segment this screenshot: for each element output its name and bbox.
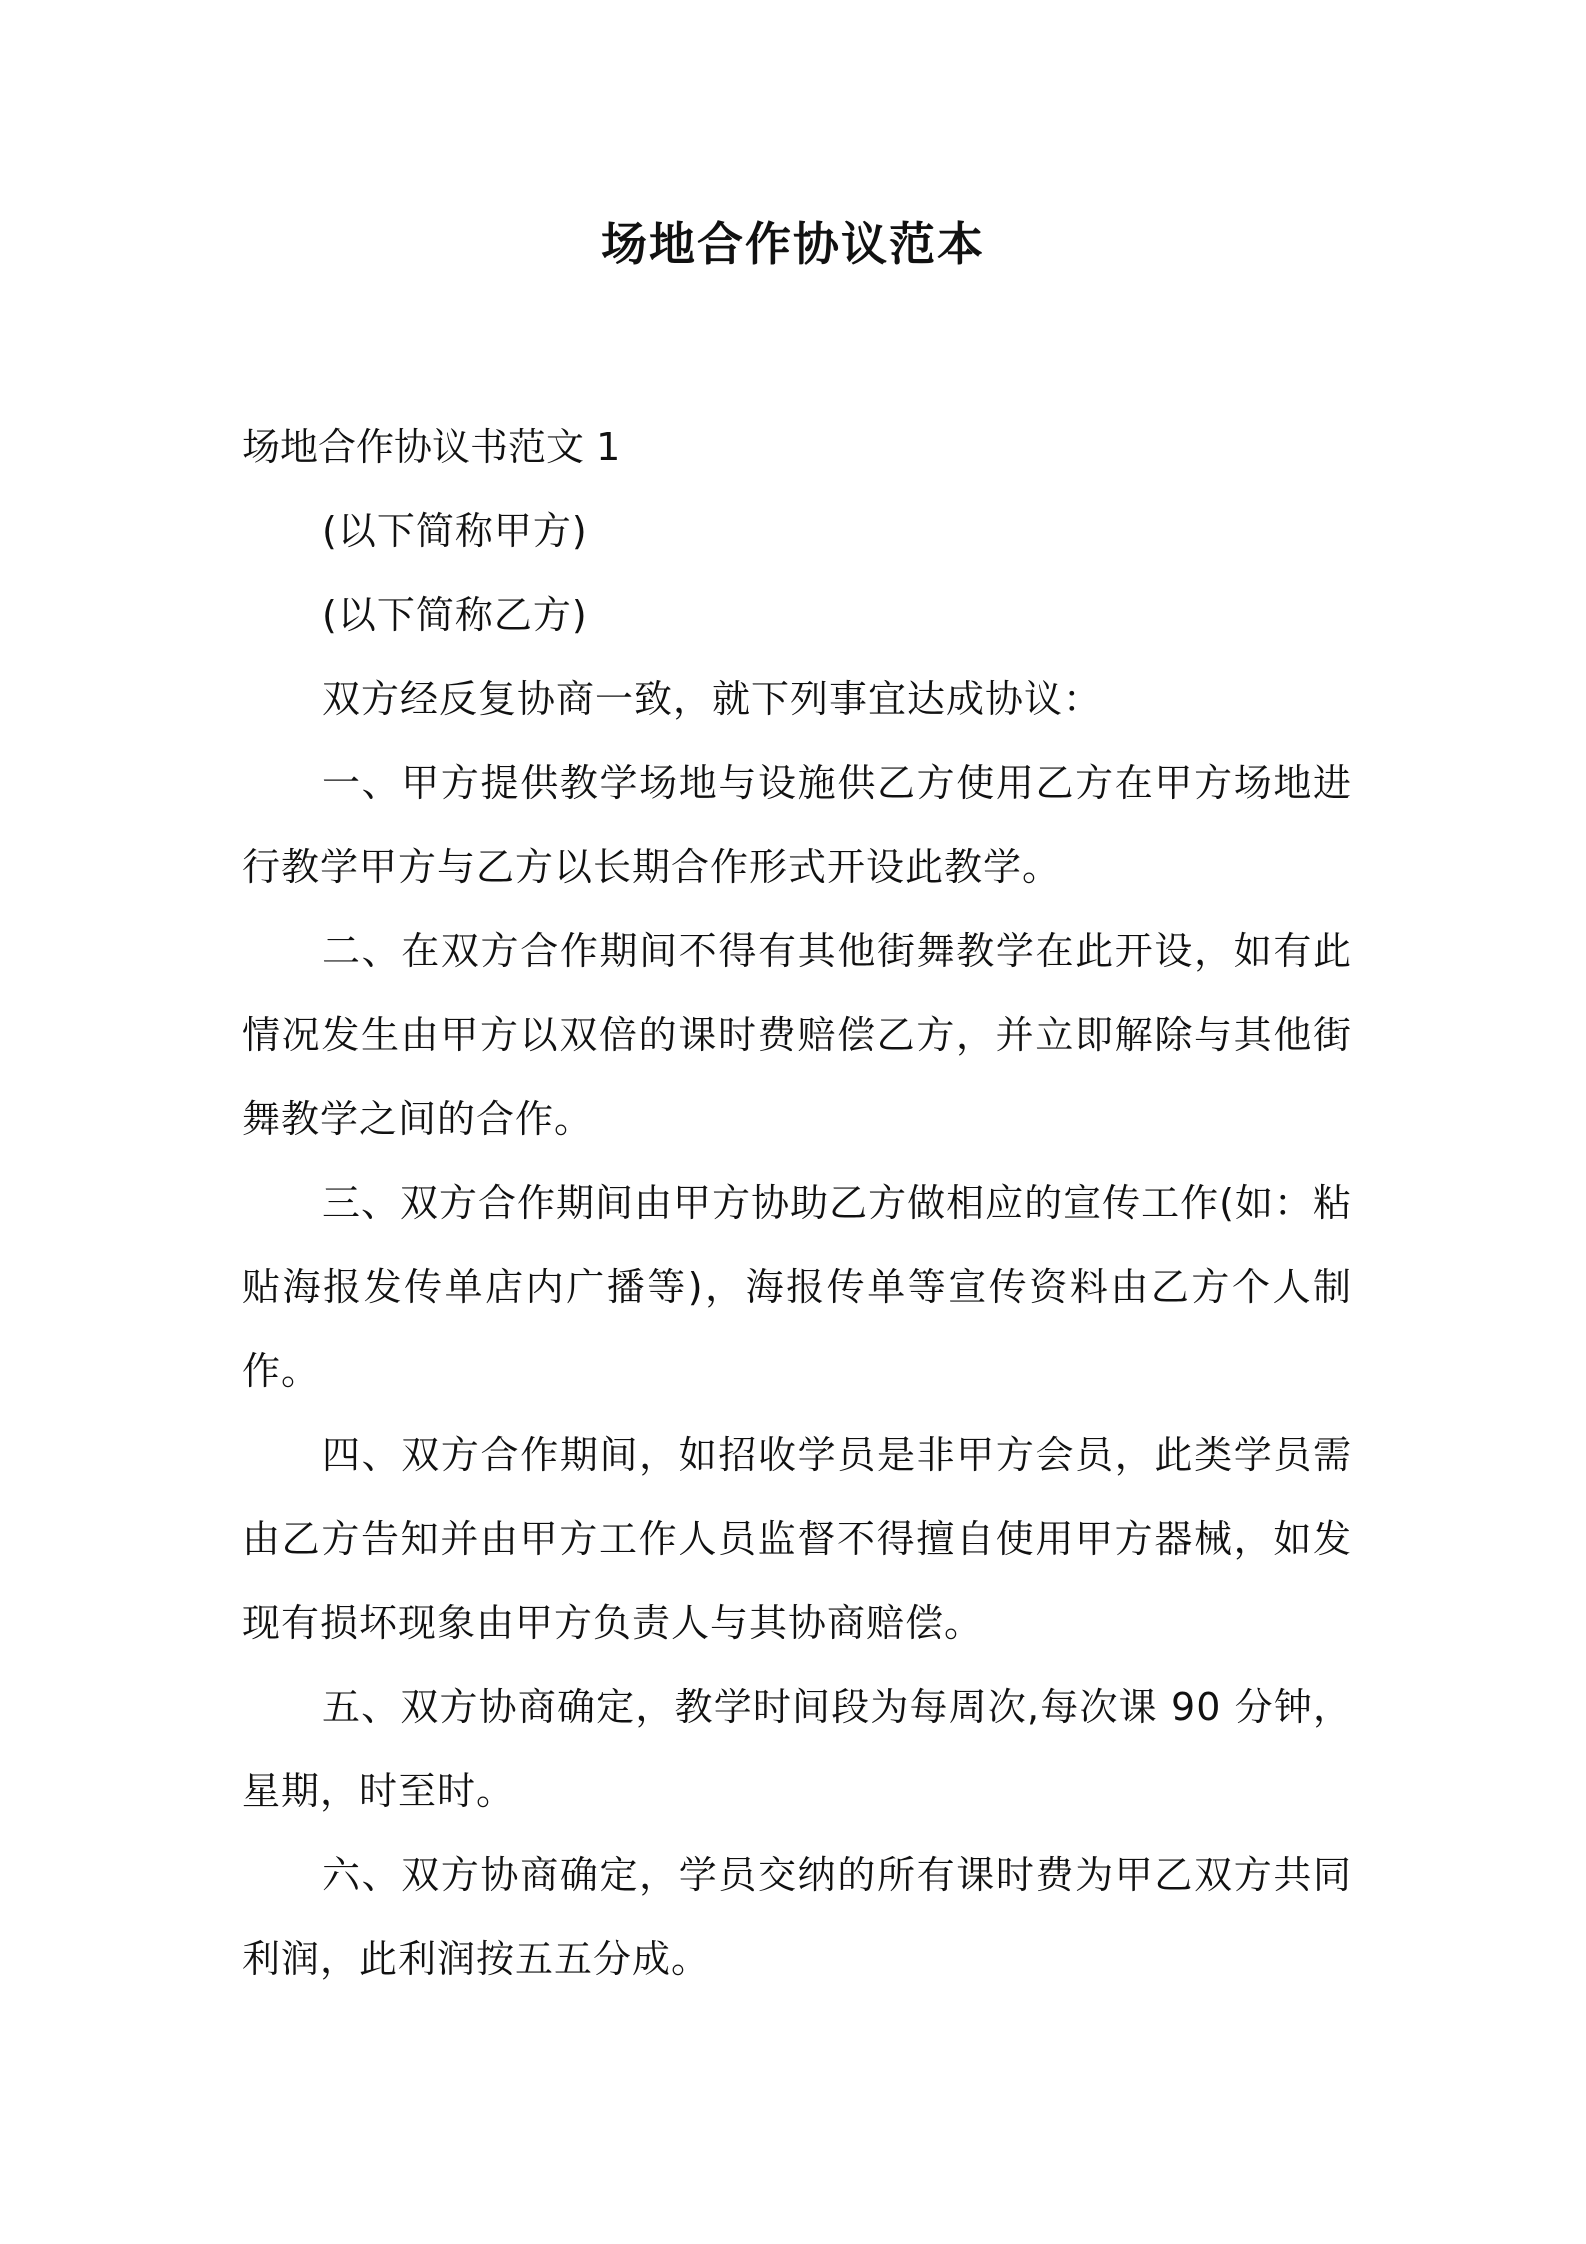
clause-1: 一、甲方提供教学场地与设施供乙方使用乙方在甲方场地进行教学甲方与乙方以长期合作形式开设此教学。 (242, 761, 1352, 889)
clause-5: 五、双方协商确定，教学时间段为每周次,每次课 90 分钟，星期，时至时。 (242, 1685, 1352, 1813)
clause-3: 三、双方合作期间由甲方协助乙方做相应的宣传工作(如：粘贴海报发传单店内广播等)，海报传单等宣传资料由乙方个人制作。 (242, 1181, 1352, 1393)
section-heading: 场地合作协议书范文 1 (242, 425, 621, 469)
document-title: 场地合作协议范本 (601, 217, 985, 271)
party-a-line: (以下简称甲方) (322, 509, 588, 553)
agreement-intro: 双方经反复协商一致，就下列事宜达成协议： (322, 677, 1103, 721)
party-b-line: (以下简称乙方) (322, 593, 588, 637)
clause-2: 二、在双方合作期间不得有其他街舞教学在此开设，如有此情况发生由甲方以双倍的课时费赔偿乙方，并立即解除与其他街舞教学之间的合作。 (242, 929, 1352, 1141)
clause-6: 六、双方协商确定，学员交纳的所有课时费为甲乙双方共同利润，此利润按五五分成。 (242, 1853, 1352, 1981)
document-body (242, 405, 1352, 2001)
clause-4: 四、双方合作期间，如招收学员是非甲方会员，此类学员需由乙方告知并由甲方工作人员监督不得擅自使用甲方器械，如发现有损坏现象由甲方负责人与其协商赔偿。 (242, 1433, 1352, 1645)
